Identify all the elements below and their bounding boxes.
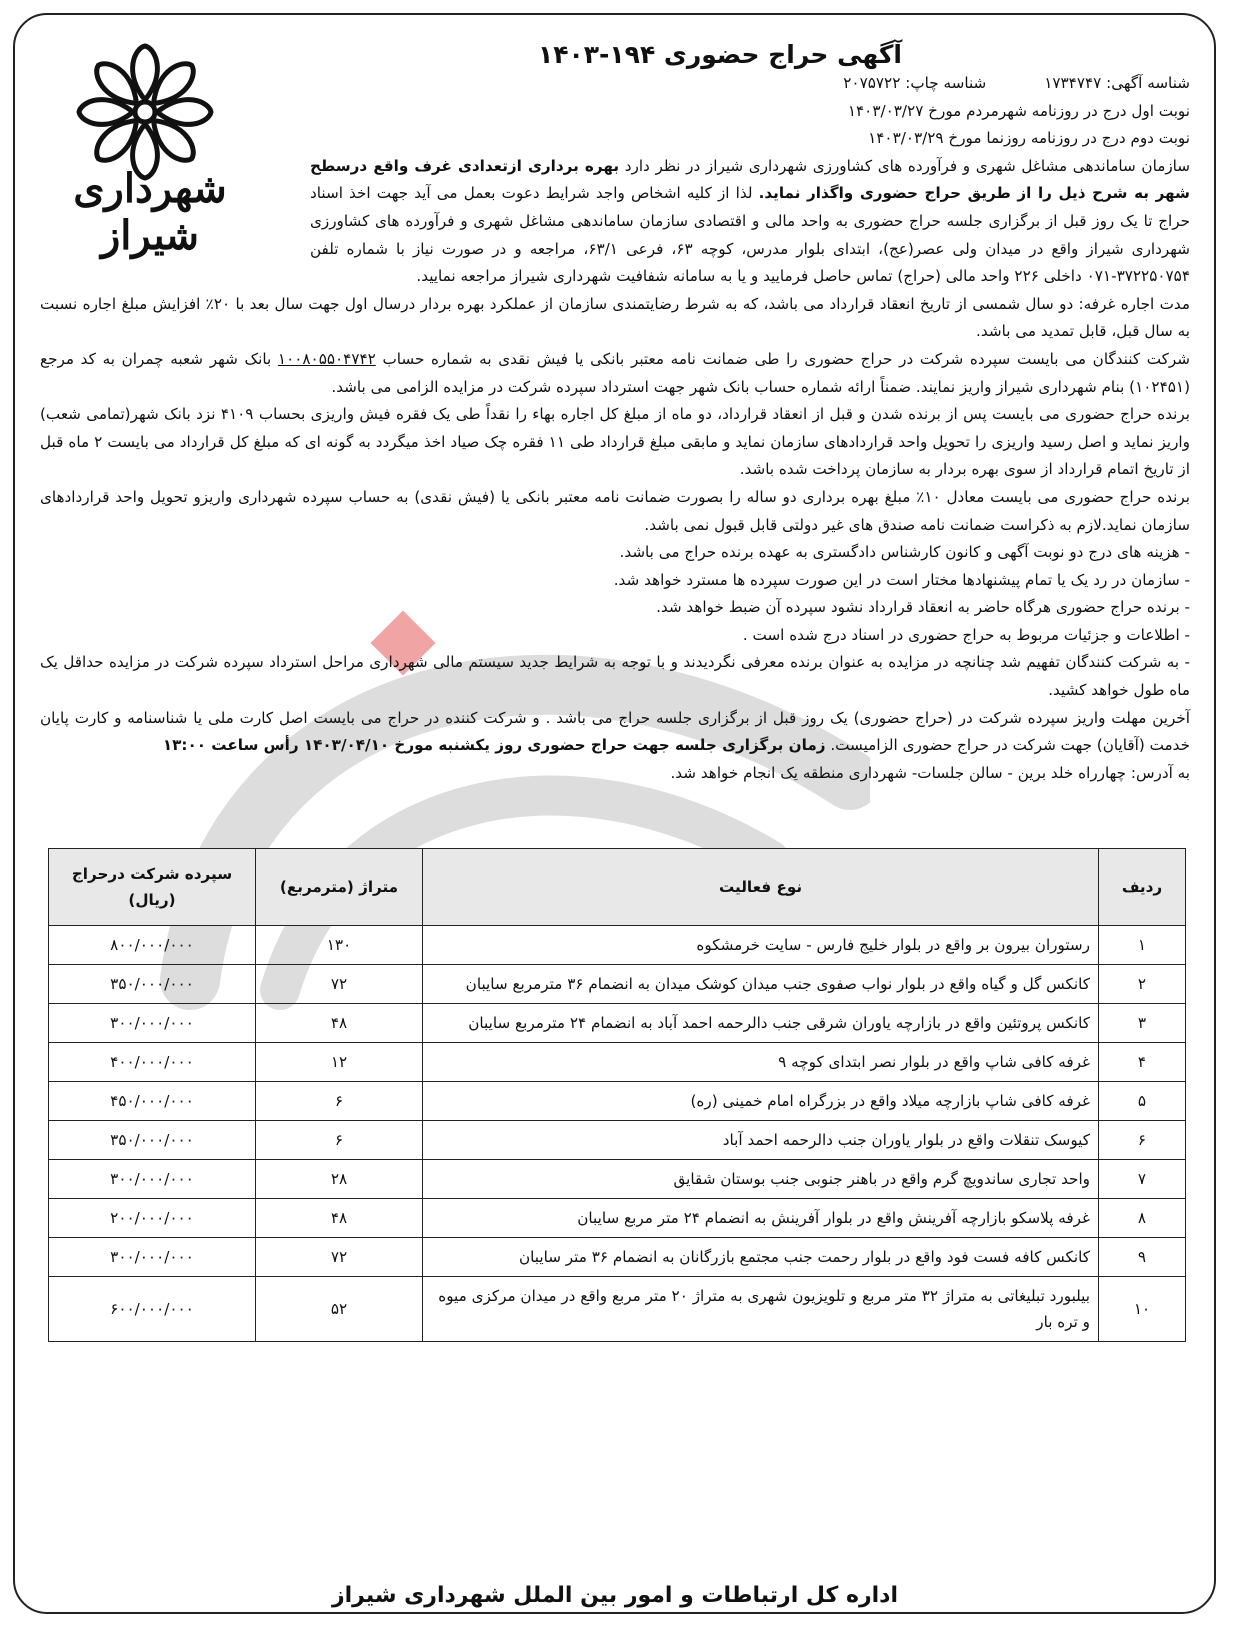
table-row	[49, 926, 1186, 965]
table-row	[49, 1082, 1186, 1121]
row-number: ۳	[1099, 1004, 1186, 1043]
row-activity: کانکس گل و گیاه واقع در بلوار نواب صفوی جنب میدان کوشک میدان به انضمام ۳۶ مترمربع سایبان	[423, 965, 1099, 1004]
ad-body	[40, 70, 1190, 787]
row-area: ۵۲	[256, 1277, 423, 1342]
address-paragraph: به آدرس: چهارراه خلد برین - سالن جلسات- شهرداری منطقه یک انجام خواهد شد.	[670, 763, 1190, 782]
row-deposit: ۴۰۰/۰۰۰/۰۰۰	[49, 1043, 256, 1082]
row-activity: غرفه پلاسکو بازارچه آفرینش واقع در بلوار آفرینش به انضمام ۲۴ متر مربع سایبان	[423, 1199, 1099, 1238]
logo-text: شهرداری شیراز	[73, 165, 227, 259]
guarantee-paragraph: برنده حراج حضوری می بایست معادل ۱۰٪ مبلغ بهره برداری دو ساله را بصورت ضمانت نامه معتبر بانکی یا (فیش نقدی) به حساب سپرده شهرداری واریزو تحویل واحد قراردادهای سازمان نماید.لازم به ذکراست ضمانت نامه صندق های غیر دولتی قابل قبول نمی باشد.	[40, 487, 1190, 534]
row-area: ۱۲	[256, 1043, 423, 1082]
col-deposit-header: سپرده شرکت درحراج (ریال)	[49, 849, 256, 926]
bullet-item: - برنده حراج حضوری هرگاه حاضر به انعقاد قرارداد نشود سپرده آن ضبط خواهد شد.	[656, 598, 1190, 617]
intro-text-b: لذا از کلیه اشخاص واجد شرایط دعوت بعمل می آید جهت اخذ اسناد حراج تا یک روز قبل از برگزاری جلسه حراج حضوری به واحد مالی و اقتصادی سازمان ساماندهی مشاغل شهری و فرآورده های کشاورزی شهرداری شیراز واقع در میدان ولی عصر(عج)، ابتدای بلوار مدرس، کوچه ۶۳، فرعی ۶۳/۱، مراجعه و در صورت نیاز با شماره تلفن ۳۷۲۲۵۰۷۵۴-۰۷۱ داخلی ۲۲۶ واحد مالی (حراج) تماس حاصل فرمایید و یا به سامانه شفافیت شهرداری شیراز مراجعه نمایید.	[310, 184, 1190, 286]
row-area: ۶	[256, 1082, 423, 1121]
table-row	[49, 1004, 1186, 1043]
table-row	[49, 965, 1186, 1004]
row-activity: غرفه کافی شاپ بازارچه میلاد واقع در بزرگراه امام خمینی (ره)	[423, 1082, 1099, 1121]
row-area: ۷۲	[256, 1238, 423, 1277]
row-number: ۱	[1099, 926, 1186, 965]
deposit-text-a: شرکت کنندگان می بایست سپرده شرکت در حراج حضوری را طی ضمانت نامه معتبر بانکی یا فیش نقدی به شماره حساب	[382, 349, 1191, 368]
col-area-header: متراژ (مترمربع)	[256, 849, 423, 926]
row-number: ۱۰	[1099, 1277, 1186, 1342]
lease-paragraph: مدت اجاره غرفه: دو سال شمسی از تاریخ انعقاد قرارداد می باشد، که به شرط رضایتمندی سازمان از عملکرد بهره بردار درسال اول جهت سال بعد با ۲۰٪ افزایش مبلغ اجاره نسبت به سال قبل، قابل تمدید می باشد.	[40, 294, 1190, 341]
table-row	[49, 1121, 1186, 1160]
table-row	[49, 1277, 1186, 1342]
deadline-paragraph	[40, 705, 1190, 760]
row-number: ۶	[1099, 1121, 1186, 1160]
row-number: ۹	[1099, 1238, 1186, 1277]
row-area: ۴۸	[256, 1199, 423, 1238]
row-activity: کانکس کافه فست فود واقع در بلوار رحمت جنب مجتمع بازرگانان به انضمام ۳۶ متر سایبان	[423, 1238, 1099, 1277]
row-area: ۷۲	[256, 965, 423, 1004]
row-area: ۶	[256, 1121, 423, 1160]
table-row	[49, 1043, 1186, 1082]
row-activity: کانکس پروتئین واقع در بازارچه یاوران شرقی جنب دالرحمه احمد آباد به انضمام ۲۴ مترمربع سایبان	[423, 1004, 1099, 1043]
row-number: ۴	[1099, 1043, 1186, 1082]
row-area: ۴۸	[256, 1004, 423, 1043]
session-time: زمان برگزاری جلسه جهت حراج حضوری روز یکشنبه مورخ ۱۴۰۳/۰۴/۱۰ رأس ساعت ۱۳:۰۰	[162, 736, 826, 755]
page-title: آگهی حراج حضوری ۱۹۴-۱۴۰۳	[537, 40, 903, 69]
footer-signature: اداره کل ارتباطات و امور بین الملل شهرداری شیراز	[331, 1583, 899, 1608]
row-area: ۱۳۰	[256, 926, 423, 965]
table-row	[49, 1199, 1186, 1238]
deadline-text: آخرین مهلت واریز سپرده شرکت در (حراج حضوری) یک روز قبل از برگزاری جلسه حراج می باشد . و شرکت کننده در حراج می بایست اصل کارت ملی یا شناسنامه و کارت پایان خدمت (آقایان) جهت شرکت در حراج حضوری الزامیست.	[40, 708, 1190, 755]
row-number: ۵	[1099, 1082, 1186, 1121]
deposit-account-number: ۱۰۰۸۰۵۵۰۴۷۴۲	[277, 349, 376, 368]
deposit-text-b: بانک شهر شعبه چمران به کد مرجع (۱۰۲۴۵۱) بنام شهرداری شیراز واریز نمایند. ضمناً ارائه شماره حساب بانک شهر جهت استرداد سپرده شرکت در مزایده الزامی می باشد.	[40, 349, 1190, 396]
print-id: شناسه چاپ: ۲۰۷۵۷۲۲	[843, 74, 987, 92]
row-activity: بیلبورد تبلیغاتی به متراژ ۳۲ متر مربع و تلویزیون شهری به متراژ ۲۰ متر مربع واقع در میدان مرکزی میوه و تره بار	[423, 1277, 1099, 1342]
row-deposit: ۳۰۰/۰۰۰/۰۰۰	[49, 1160, 256, 1199]
col-activity-header: نوع فعالیت	[423, 849, 1099, 926]
auction-table	[48, 848, 1186, 1342]
row-deposit: ۳۰۰/۰۰۰/۰۰۰	[49, 1004, 256, 1043]
row-deposit: ۸۰۰/۰۰۰/۰۰۰	[49, 926, 256, 965]
meta-ids	[310, 70, 1190, 98]
col-row-header: ردیف	[1099, 849, 1186, 926]
row-deposit: ۳۰۰/۰۰۰/۰۰۰	[49, 1238, 256, 1277]
row-activity: واحد تجاری ساندویچ گرم واقع در باهنر جنوبی جنب بوستان شقایق	[423, 1160, 1099, 1199]
table-row	[49, 1238, 1186, 1277]
bullet-item: - سازمان در رد یک یا تمام پیشنهادها مختار است در این صورت سپرده ها مسترد خواهد شد.	[613, 570, 1190, 589]
row-deposit: ۶۰۰/۰۰۰/۰۰۰	[49, 1277, 256, 1342]
ad-id: شناسه آگهی: ۱۷۳۴۷۴۷	[1044, 74, 1190, 92]
row-activity: کیوسک تنقلات واقع در بلوار یاوران جنب دالرحمه احمد آباد	[423, 1121, 1099, 1160]
bullet-item: - هزینه های درج دو نوبت آگهی و کانون کارشناس دادگستری به عهده برنده حراج می باشد.	[619, 543, 1190, 562]
bullet-item: - اطلاعات و جزئیات مربوط به حراج حضوری در اسناد درج شده است .	[742, 625, 1190, 644]
row-activity: غرفه کافی شاپ واقع در بلوار نصر ابتدای کوچه ۹	[423, 1043, 1099, 1082]
row-activity: رستوران بیرون بر واقع در بلوار خلیج فارس - سایت خرمشکوه	[423, 926, 1099, 965]
row-deposit: ۳۵۰/۰۰۰/۰۰۰	[49, 965, 256, 1004]
table-header-row	[49, 849, 1186, 926]
second-publication: نوبت دوم درج در روزنامه روزنما مورخ ۱۴۰۳/۰۳/۲۹	[868, 129, 1190, 148]
row-deposit: ۳۵۰/۰۰۰/۰۰۰	[49, 1121, 256, 1160]
row-area: ۲۸	[256, 1160, 423, 1199]
row-number: ۲	[1099, 965, 1186, 1004]
row-number: ۸	[1099, 1199, 1186, 1238]
deposit-paragraph	[40, 346, 1190, 401]
intro-paragraph	[310, 153, 1190, 291]
intro-text-bold: بهره برداری ازتعدادی غرف واقع درسطح شهر به شرح ذیل را از طریق حراج حضوری واگذار نماید.	[310, 156, 1190, 203]
row-deposit: ۲۰۰/۰۰۰/۰۰۰	[49, 1199, 256, 1238]
row-number: ۷	[1099, 1160, 1186, 1199]
row-deposit: ۴۵۰/۰۰۰/۰۰۰	[49, 1082, 256, 1121]
first-publication: نوبت اول درج در روزنامه شهرمردم مورخ ۱۴۰۳/۰۳/۲۷	[847, 101, 1190, 120]
payment-paragraph: برنده حراج حضوری می بایست پس از برنده شدن و قبل از انعقاد قرارداد، دو ماه از مبلغ کل اجاره بهاء را نقداً طی یک فقره فیش واریزی بحساب ۴۱۰۹ نزد بانک شهر(تمامی شعب) واریز نماید و اصل رسید واریزی را تحویل واحد قراردادهای سازمان نماید و مابقی مبلغ قرارداد طی ۱۱ فقره چک صیاد اخذ میگردد به گونه ای که مبلغ کل قرارداد می بایست ۲ ماه قبل از تاریخ اتمام قرارداد از سوی بهره بردار به سازمان پرداخت شده باشد.	[40, 405, 1190, 479]
table-row	[49, 1160, 1186, 1199]
intro-text-a: سازمان ساماندهی مشاغل شهری و فرآورده های کشاورزی شهرداری شیراز در نظر دارد	[624, 156, 1191, 175]
bullet-item: - به شرکت کنندگان تفهیم شد چنانچه در مزایده به عنوان برنده معرفی نگردیدند و با توجه به شرایط جدید سیستم مالی شهرداری مراحل استرداد سپرده شرکت در مزایده حداقل یک ماه طول خواهد کشید.	[40, 653, 1190, 700]
